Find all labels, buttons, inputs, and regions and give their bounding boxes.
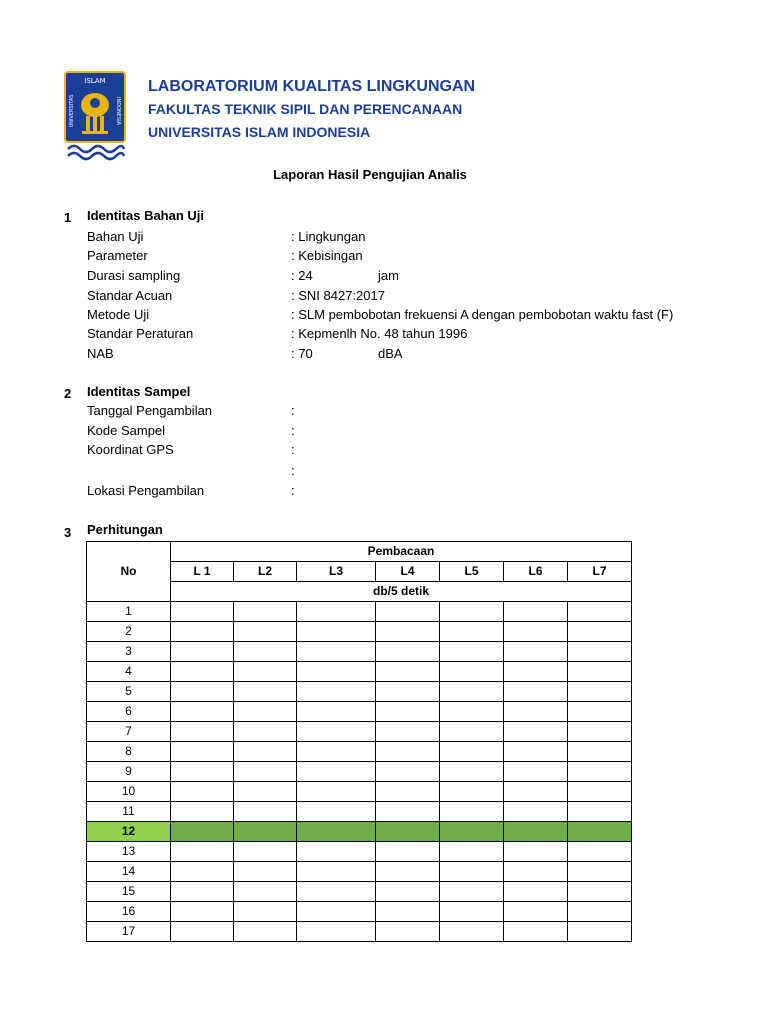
report-title: Laporan Hasil Pengujian Analis: [273, 167, 467, 182]
section2-heading: Identitas Sampel: [87, 384, 191, 399]
table-row: [87, 702, 632, 722]
reading-cell[interactable]: [376, 682, 440, 702]
field-label: Durasi sampling: [87, 268, 181, 283]
reading-cell[interactable]: [234, 682, 297, 702]
reading-cell[interactable]: [234, 822, 297, 842]
reading-cell[interactable]: [171, 602, 234, 622]
reading-cell[interactable]: [440, 642, 504, 662]
reading-cell[interactable]: [568, 702, 632, 722]
reading-cell[interactable]: [568, 722, 632, 742]
reading-cell[interactable]: [568, 842, 632, 862]
reading-cell[interactable]: [376, 802, 440, 822]
field-label: Bahan Uji: [87, 229, 144, 244]
table-row: [87, 662, 632, 682]
reading-cell[interactable]: [376, 922, 440, 942]
section1-number: 1: [64, 210, 72, 225]
reading-cell[interactable]: [504, 902, 568, 922]
table-row: [87, 862, 632, 882]
reading-cell[interactable]: [504, 822, 568, 842]
reading-cell[interactable]: [171, 642, 234, 662]
reading-cell[interactable]: [234, 922, 297, 942]
row-number: 8: [87, 742, 171, 762]
reading-cell[interactable]: [568, 742, 632, 762]
reading-cell[interactable]: [171, 742, 234, 762]
reading-cell[interactable]: [504, 742, 568, 762]
reading-cell[interactable]: [440, 602, 504, 622]
reading-cell[interactable]: [297, 902, 376, 922]
reading-cell[interactable]: [376, 882, 440, 902]
reading-cell[interactable]: [171, 702, 234, 722]
header-faculty-name: FAKULTAS TEKNIK SIPIL DAN PERENCANAAN: [148, 101, 463, 117]
reading-cell[interactable]: [504, 602, 568, 622]
reading-cell[interactable]: [504, 622, 568, 642]
reading-cell[interactable]: [234, 602, 297, 622]
field-value: :: [291, 442, 295, 457]
reading-cell[interactable]: [376, 642, 440, 662]
header-no: No: [87, 542, 171, 602]
logo-text-indonesia: INDONESIA: [115, 97, 121, 125]
reading-cell[interactable]: [171, 762, 234, 782]
reading-cell[interactable]: [376, 702, 440, 722]
section3-heading: Perhitungan: [87, 522, 163, 537]
reading-cell[interactable]: [568, 782, 632, 802]
row-number: 14: [87, 862, 171, 882]
reading-cell[interactable]: [568, 622, 632, 642]
reading-cell[interactable]: [171, 842, 234, 862]
row-number: 11: [87, 802, 171, 822]
section1-heading: Identitas Bahan Uji: [87, 208, 205, 223]
header-university-name: UNIVERSITAS ISLAM INDONESIA: [148, 124, 371, 140]
reading-cell[interactable]: [440, 742, 504, 762]
reading-cell[interactable]: [297, 782, 376, 802]
reading-cell[interactable]: [376, 842, 440, 862]
reading-cell[interactable]: [440, 782, 504, 802]
row-number: 12: [87, 822, 171, 842]
reading-cell[interactable]: [171, 802, 234, 822]
reading-cell[interactable]: [568, 602, 632, 622]
reading-cell[interactable]: [297, 662, 376, 682]
reading-cell[interactable]: [376, 902, 440, 922]
logo-text-islam: ISLAM: [84, 77, 106, 85]
column-header: L2: [234, 562, 297, 582]
reading-cell[interactable]: [297, 702, 376, 722]
reading-cell[interactable]: [297, 882, 376, 902]
field-value: :: [291, 423, 295, 438]
reading-cell[interactable]: [234, 642, 297, 662]
row-number: 6: [87, 702, 171, 722]
table-row: [87, 902, 632, 922]
reading-cell[interactable]: [504, 682, 568, 702]
row-number: 15: [87, 882, 171, 902]
field-value: :: [291, 483, 295, 498]
reading-cell[interactable]: [504, 882, 568, 902]
reading-cell[interactable]: [440, 842, 504, 862]
header-pembacaan: Pembacaan: [171, 542, 632, 562]
field-value: : Lingkungan: [291, 229, 366, 244]
university-logo: [64, 71, 126, 161]
field-value: :: [291, 403, 295, 418]
field-unit: jam: [378, 268, 399, 283]
reading-cell[interactable]: [234, 702, 297, 722]
reading-cell[interactable]: [376, 862, 440, 882]
section2-number: 2: [64, 386, 72, 401]
table-row: [87, 762, 632, 782]
header-lab-name: LABORATORIUM KUALITAS LINGKUNGAN: [148, 78, 476, 95]
reading-cell[interactable]: [376, 762, 440, 782]
reading-cell[interactable]: [504, 762, 568, 782]
row-number: 3: [87, 642, 171, 662]
reading-cell[interactable]: [297, 642, 376, 662]
reading-cell[interactable]: [297, 862, 376, 882]
table-row: [87, 782, 632, 802]
reading-cell[interactable]: [440, 822, 504, 842]
reading-cell[interactable]: [171, 822, 234, 842]
reading-cell[interactable]: [297, 922, 376, 942]
reading-cell[interactable]: [440, 622, 504, 642]
reading-cell[interactable]: [234, 662, 297, 682]
reading-cell[interactable]: [171, 722, 234, 742]
reading-cell[interactable]: [376, 822, 440, 842]
reading-cell[interactable]: [504, 922, 568, 942]
reading-cell[interactable]: [297, 822, 376, 842]
reading-cell[interactable]: [297, 742, 376, 762]
reading-cell[interactable]: [297, 682, 376, 702]
reading-cell[interactable]: [440, 922, 504, 942]
reading-cell[interactable]: [504, 642, 568, 662]
reading-cell[interactable]: [297, 762, 376, 782]
column-header: L7: [568, 562, 632, 582]
table-row: [87, 842, 632, 862]
reading-cell[interactable]: [234, 882, 297, 902]
field-value: : Kepmenlh No. 48 tahun 1996: [291, 326, 468, 341]
table-row: [87, 622, 632, 642]
reading-cell[interactable]: [568, 762, 632, 782]
table-row: [87, 922, 632, 942]
measurement-table: [86, 541, 632, 942]
reading-cell[interactable]: [440, 882, 504, 902]
reading-cell[interactable]: [440, 802, 504, 822]
reading-cell[interactable]: [376, 662, 440, 682]
reading-cell[interactable]: [440, 682, 504, 702]
row-number: 1: [87, 602, 171, 622]
reading-cell[interactable]: [297, 722, 376, 742]
reading-cell[interactable]: [297, 802, 376, 822]
field-value: : 70: [291, 346, 313, 361]
row-number: 17: [87, 922, 171, 942]
reading-cell[interactable]: [504, 702, 568, 722]
field-label: Standar Peraturan: [87, 326, 194, 341]
row-number: 7: [87, 722, 171, 742]
logo-text-universitas: UNIVERSITAS: [69, 94, 75, 128]
column-header: L6: [504, 562, 568, 582]
reading-cell[interactable]: [568, 802, 632, 822]
field-value: :: [291, 463, 295, 478]
row-number: 4: [87, 662, 171, 682]
table-row: [87, 602, 632, 622]
section3-number: 3: [64, 525, 72, 540]
row-number: 9: [87, 762, 171, 782]
field-value: : SLM pembobotan frekuensi A dengan pembobotan waktu fast (F): [291, 307, 674, 322]
table-row: [87, 682, 632, 702]
reading-cell[interactable]: [297, 622, 376, 642]
reading-cell[interactable]: [376, 602, 440, 622]
reading-cell[interactable]: [568, 642, 632, 662]
table-row: [87, 722, 632, 742]
reading-cell[interactable]: [440, 722, 504, 742]
reading-cell[interactable]: [234, 802, 297, 822]
reading-cell[interactable]: [171, 862, 234, 882]
column-header: L3: [297, 562, 376, 582]
reading-cell[interactable]: [440, 862, 504, 882]
field-label: Parameter: [87, 248, 148, 263]
reading-cell[interactable]: [568, 882, 632, 902]
reading-cell[interactable]: [440, 662, 504, 682]
field-value: : SNI 8427:2017: [291, 288, 385, 303]
reading-cell[interactable]: [171, 922, 234, 942]
column-header: L4: [376, 562, 440, 582]
table-row: [87, 642, 632, 662]
reading-cell[interactable]: [171, 662, 234, 682]
table-row: [87, 882, 632, 902]
reading-cell[interactable]: [568, 902, 632, 922]
field-unit: dBA: [378, 346, 403, 361]
reading-cell[interactable]: [234, 782, 297, 802]
field-value: : Kebisingan: [291, 248, 363, 263]
reading-cell[interactable]: [171, 682, 234, 702]
reading-cell[interactable]: [568, 862, 632, 882]
row-number: 16: [87, 902, 171, 922]
reading-cell[interactable]: [171, 882, 234, 902]
field-label: Koordinat GPS: [87, 442, 174, 457]
column-header: L5: [440, 562, 504, 582]
field-label: Kode Sampel: [87, 423, 166, 438]
reading-cell[interactable]: [234, 622, 297, 642]
reading-cell[interactable]: [440, 702, 504, 722]
reading-cell[interactable]: [568, 682, 632, 702]
table-row: [87, 802, 632, 822]
table-row: [87, 742, 632, 762]
reading-cell[interactable]: [376, 782, 440, 802]
reading-cell[interactable]: [376, 722, 440, 742]
reading-cell[interactable]: [504, 862, 568, 882]
reading-cell[interactable]: [234, 842, 297, 862]
field-label: Lokasi Pengambilan: [87, 483, 205, 498]
row-number: 10: [87, 782, 171, 802]
row-number: 2: [87, 622, 171, 642]
reading-cell[interactable]: [504, 662, 568, 682]
field-value: : 24: [291, 268, 313, 283]
reading-cell[interactable]: [504, 782, 568, 802]
reading-cell[interactable]: [568, 822, 632, 842]
reading-cell[interactable]: [171, 622, 234, 642]
row-number: 5: [87, 682, 171, 702]
reading-cell[interactable]: [504, 722, 568, 742]
row-number: 13: [87, 842, 171, 862]
reading-cell[interactable]: [234, 902, 297, 922]
reading-cell[interactable]: [440, 762, 504, 782]
reading-cell[interactable]: [376, 742, 440, 762]
field-label: Metode Uji: [87, 307, 150, 322]
reading-cell[interactable]: [234, 742, 297, 762]
reading-cell[interactable]: [376, 622, 440, 642]
field-label: Standar Acuan: [87, 288, 173, 303]
reading-cell[interactable]: [171, 782, 234, 802]
column-header: L 1: [171, 562, 234, 582]
reading-cell[interactable]: [171, 902, 234, 922]
reading-cell[interactable]: [568, 922, 632, 942]
reading-cell[interactable]: [440, 902, 504, 922]
unit-row: db/5 detik: [171, 582, 632, 602]
reading-cell[interactable]: [504, 842, 568, 862]
reading-cell[interactable]: [234, 762, 297, 782]
reading-cell[interactable]: [504, 802, 568, 822]
reading-cell[interactable]: [568, 662, 632, 682]
reading-cell[interactable]: [234, 862, 297, 882]
reading-cell[interactable]: [297, 602, 376, 622]
table-row: [87, 822, 632, 842]
reading-cell[interactable]: [297, 842, 376, 862]
field-label: Tanggal Pengambilan: [87, 403, 213, 418]
field-label: NAB: [87, 346, 114, 361]
reading-cell[interactable]: [234, 722, 297, 742]
